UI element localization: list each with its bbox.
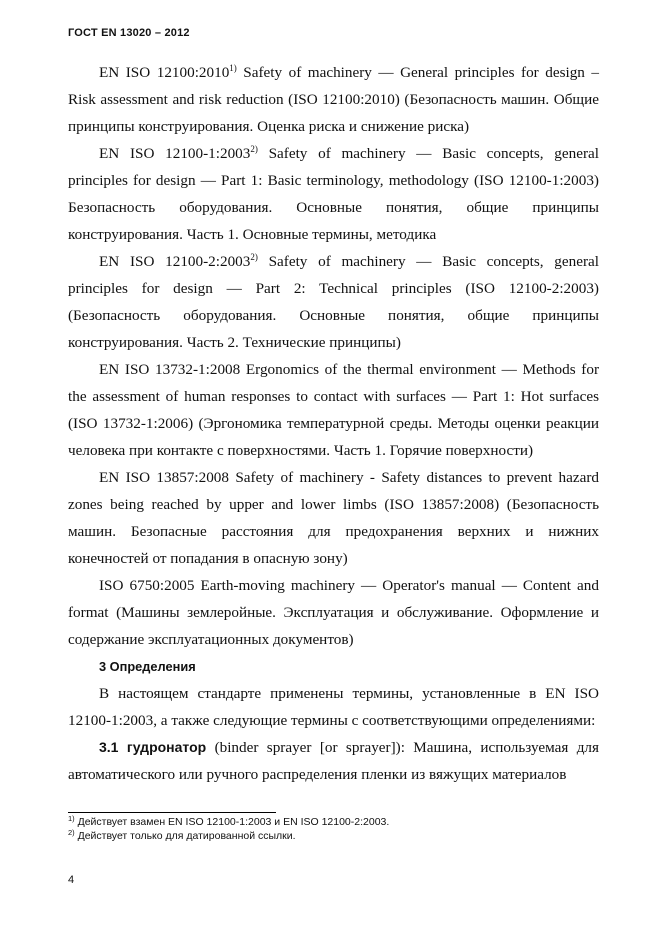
footnote-mark: 2) bbox=[250, 144, 258, 154]
section-heading: 3 Определения bbox=[99, 659, 196, 674]
reference-code: EN ISO 12100-2:2003 bbox=[99, 253, 251, 270]
reference-text: Ergonomics of the thermal environment — Methods for the assessment of human responses to contact with surfaces — Part 1: Hot surfaces (ISO 13732-1:2006) (Эргономика температурной среды. Методы оценки реакции человека при контакте с поверхностями. Часть 1. Горячие поверхности) bbox=[68, 361, 599, 459]
reference-code: EN ISO 13857:2008 bbox=[99, 469, 229, 486]
reference-entry bbox=[68, 572, 599, 653]
reference-code: EN ISO 12100-1:2003 bbox=[99, 145, 251, 162]
footnote bbox=[68, 815, 599, 829]
reference-entry bbox=[68, 248, 599, 356]
page-body bbox=[68, 59, 599, 788]
footnote-mark: 1) bbox=[229, 63, 237, 73]
reference-text: Safety of machinery - Safety distances to prevent hazard zones being reached by upper and lower limbs (ISO 13857:2008) (Безопасность машин. Безопасные расстояния для предохранения верхних и нижних конечностей от попадания в опасную зону) bbox=[68, 469, 599, 567]
reference-text: Safety of machinery — General principles for design – Risk assessment and risk reduction (ISO 12100:2010) (Безопасность машин. Общие принципы конструирования. Оценка риска и снижение риска) bbox=[68, 64, 599, 135]
reference-code: EN ISO 12100:2010 bbox=[99, 64, 230, 81]
footnote-mark: 1) bbox=[68, 814, 75, 823]
footnote-text: Действует взамен EN ISO 12100-1:2003 и EN ISO 12100-2:2003. bbox=[74, 816, 390, 828]
reference-code: ISO 6750:2005 bbox=[99, 577, 195, 594]
reference-code: EN ISO 13732-1:2008 bbox=[99, 361, 241, 378]
term-name: 3.1 гудронатор bbox=[99, 739, 207, 755]
reference-text: Earth-moving machinery — Operator's manual — Content and format (Машины землеройные. Эксплуатация и обслуживание. Оформление и содержание эксплуатационных документов) bbox=[68, 577, 599, 648]
reference-text: Safety of machinery — Basic concepts, general principles for design — Part 1: Basic terminology, methodology (ISO 12100-1:2003) Безопасность оборудования. Основные понятия, общие принципы конструирования. Часть 1. Основные термины, методика bbox=[68, 145, 599, 243]
reference-entry bbox=[68, 59, 599, 140]
footnotes bbox=[68, 815, 599, 843]
page-number: 4 bbox=[68, 874, 75, 886]
footnote-divider bbox=[68, 812, 276, 813]
footnote-mark: 2) bbox=[68, 828, 75, 837]
footnote-text: Действует только для датированной ссылки. bbox=[74, 830, 296, 842]
reference-entry bbox=[68, 356, 599, 464]
page-header: ГОСТ EN 13020 – 2012 bbox=[68, 27, 190, 39]
term-definition bbox=[68, 734, 599, 788]
term-text: (binder sprayer [or sprayer]): Машина, используемая для автоматического или ручного распределения пленки из вяжущих материалов bbox=[68, 739, 599, 783]
reference-entry bbox=[68, 140, 599, 248]
section-intro: В настоящем стандарте применены термины, установленные в EN ISO 12100-1:2003, а также следующие термины с соответствующими определениями: bbox=[68, 685, 599, 729]
footnote-mark: 2) bbox=[250, 252, 258, 262]
reference-entry bbox=[68, 464, 599, 572]
reference-text: Safety of machinery — Basic concepts, general principles for design — Part 2: Technical principles (ISO 12100-2:2003) (Безопасность оборудования. Основные понятия, общие принципы конструирования. Часть 2. Технические принципы) bbox=[68, 253, 599, 351]
footnote bbox=[68, 829, 599, 843]
